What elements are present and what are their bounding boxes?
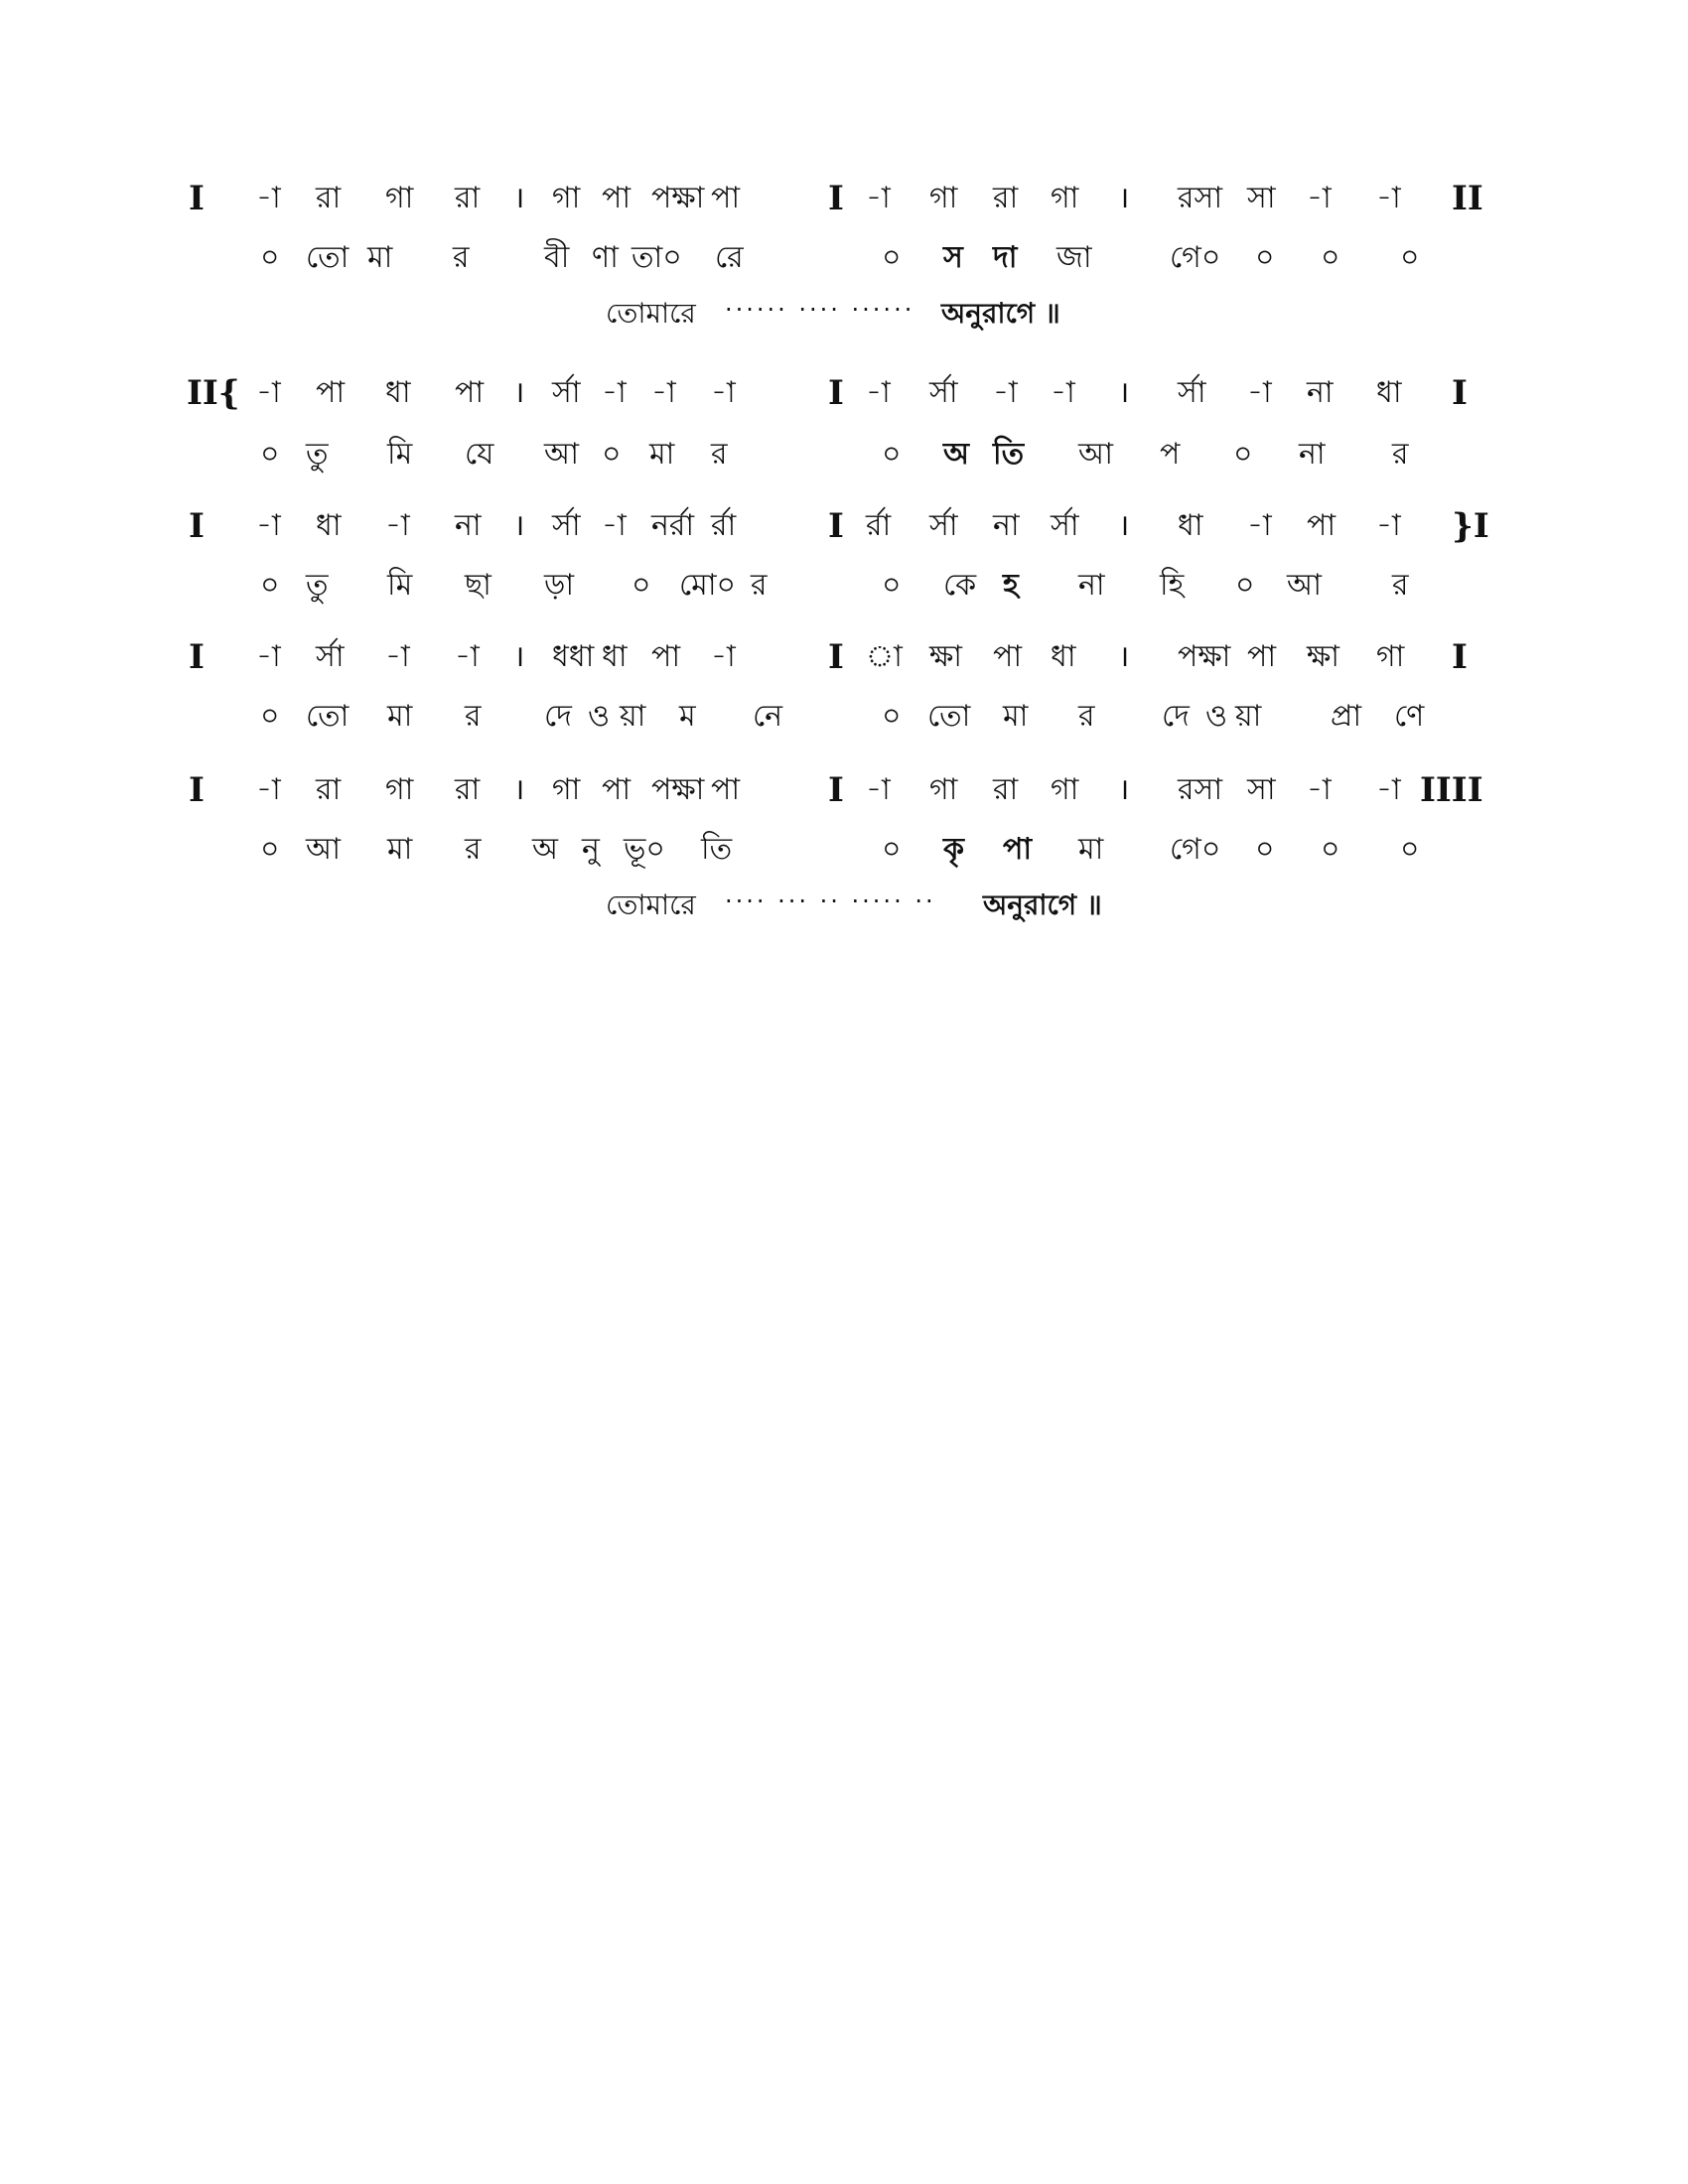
note: গা (929, 772, 958, 807)
syllable: গে০ (1170, 832, 1221, 867)
syllable: র (711, 437, 728, 472)
bar-line: । (1118, 181, 1130, 215)
note: পা (711, 772, 741, 807)
note: া (866, 639, 903, 674)
syllable: ০ (1321, 832, 1340, 867)
syllable: আ (1287, 568, 1322, 603)
note: -া (866, 375, 891, 410)
note: -া (1307, 772, 1332, 807)
syllable: মি (387, 568, 413, 603)
note: পা (1247, 639, 1277, 674)
syllable: ০ (1233, 437, 1253, 472)
syllable: র (1392, 568, 1409, 603)
bar-line: I (189, 770, 205, 810)
syllable: ও (1205, 699, 1228, 734)
syllable: র (453, 240, 470, 275)
note: -া (256, 639, 281, 674)
syllable: আ (306, 832, 341, 867)
note: -া (385, 508, 410, 543)
refrain-end: অনুরাগে ॥ (941, 297, 1060, 330)
lyric-row (0, 564, 1688, 614)
syllable: ০ (260, 832, 280, 867)
note: ধা (1376, 375, 1402, 410)
syllable: কে (943, 568, 977, 603)
syllable: য়া (1235, 699, 1262, 734)
notation-row (0, 371, 1688, 421)
syllable: ভূ০ (624, 832, 665, 867)
note: পক্ষা (651, 181, 705, 215)
note: সা (1247, 772, 1276, 807)
note: রা (993, 181, 1019, 215)
note: -া (711, 375, 736, 410)
note: গা (385, 181, 414, 215)
syllable: হ (1003, 568, 1019, 603)
syllable: ০ (1400, 832, 1420, 867)
syllable: কৃ (943, 832, 964, 867)
note: -া (1247, 508, 1272, 543)
note: রা (455, 181, 481, 215)
syllable: ড়া (544, 568, 575, 603)
syllable: দে (1162, 699, 1190, 734)
note: পা (1307, 508, 1336, 543)
syllable: ০ (260, 240, 280, 275)
syllable: যে (465, 437, 494, 472)
notation-row (0, 768, 1688, 818)
note: র্সা (929, 508, 958, 543)
note: পা (651, 639, 681, 674)
bar-line: । (513, 375, 525, 410)
note: না (1307, 375, 1334, 410)
syllable: ০ (882, 832, 902, 867)
syllable: মা (1003, 699, 1029, 734)
bar-line: । (513, 181, 525, 215)
note: না (993, 508, 1020, 543)
note: গা (552, 181, 581, 215)
note: পক্ষা (1178, 639, 1231, 674)
syllable: ০ (882, 240, 902, 275)
syllable: প্রা (1331, 699, 1362, 734)
note: -া (256, 181, 281, 215)
syllable: দে (544, 699, 572, 734)
syllable: নে (753, 699, 783, 734)
note: গা (1051, 772, 1079, 807)
note: -া (651, 375, 676, 410)
note: র্সা (929, 375, 958, 410)
syllable: আ (1078, 437, 1113, 472)
syllable: তো (306, 240, 350, 275)
bar-line: I (1452, 637, 1468, 677)
bar-line: I (189, 637, 205, 677)
bar-line: । (513, 508, 525, 543)
syllable: মা (649, 437, 675, 472)
syllable: ম (679, 699, 696, 734)
note: রসা (1178, 772, 1223, 807)
note: -া (455, 639, 480, 674)
note: ধা (385, 375, 411, 410)
note: রা (316, 181, 342, 215)
syllable: ণে (1394, 699, 1425, 734)
bar-line: । (513, 639, 525, 674)
syllable: মি (387, 437, 413, 472)
note: রা (455, 772, 481, 807)
note: -া (256, 375, 281, 410)
syllable: ণা (592, 240, 619, 275)
note: পা (316, 375, 346, 410)
lyric-row (0, 236, 1688, 286)
note: রা (316, 772, 342, 807)
bar-line: II{ (187, 373, 240, 413)
syllable: র (465, 832, 482, 867)
syllable: ০ (1400, 240, 1420, 275)
note: পা (455, 375, 485, 410)
note: পা (993, 639, 1023, 674)
syllable: মা (367, 240, 393, 275)
note: ধা (1051, 639, 1076, 674)
note: সা (1247, 181, 1276, 215)
syllable: মো০ (679, 568, 737, 603)
syllable: মা (387, 832, 413, 867)
syllable: তো (306, 699, 350, 734)
note: পা (602, 772, 632, 807)
syllable: র (465, 699, 482, 734)
note: র্সা (316, 639, 345, 674)
syllable: আ (544, 437, 579, 472)
syllable: ০ (260, 437, 280, 472)
note: -া (385, 639, 410, 674)
syllable: নু (582, 832, 600, 867)
syllable: বী (544, 240, 570, 275)
syllable: তা০ (632, 240, 682, 275)
note: -া (993, 375, 1018, 410)
notation-row (0, 177, 1688, 226)
syllable: ০ (1255, 832, 1275, 867)
note: -া (1051, 375, 1075, 410)
note: -া (256, 772, 281, 807)
notation-row (0, 635, 1688, 685)
note: -া (256, 508, 281, 543)
note: পক্ষা (651, 772, 705, 807)
note: -া (866, 772, 891, 807)
syllable: অ (943, 437, 969, 472)
bar-line: I (189, 179, 205, 218)
note: র্সা (552, 508, 581, 543)
syllable: স (943, 240, 963, 275)
bar-line: }I (1452, 506, 1489, 546)
syllable: প (1160, 437, 1181, 472)
note: ক্ষা (1307, 639, 1340, 674)
note: -া (711, 639, 736, 674)
syllable: ০ (260, 568, 280, 603)
note: ধধা (552, 639, 595, 674)
note: -া (1376, 181, 1401, 215)
syllable: তি (701, 832, 733, 867)
note: গা (552, 772, 581, 807)
syllable: না (1299, 437, 1326, 472)
syllable: তি (993, 437, 1025, 472)
note: গা (385, 772, 414, 807)
note: র্রা (711, 508, 737, 543)
note: -া (1376, 508, 1401, 543)
bar-line: IIII (1420, 770, 1483, 810)
note: গা (929, 181, 958, 215)
refrain-start: তোমারে (606, 297, 696, 330)
bar-line: I (828, 506, 844, 546)
refrain-line (0, 886, 1688, 935)
note: পা (711, 181, 741, 215)
syllable: রে (715, 240, 744, 275)
note: ক্ষা (929, 639, 963, 674)
bar-line: I (189, 506, 205, 546)
syllable: মা (387, 699, 413, 734)
note: না (455, 508, 482, 543)
bar-line: I (828, 373, 844, 413)
note: রা (993, 772, 1019, 807)
bar-line: । (1118, 772, 1130, 807)
syllable: ০ (602, 437, 622, 472)
syllable: তো (927, 699, 971, 734)
note: পা (602, 181, 632, 215)
note: -া (602, 508, 627, 543)
note: র্সা (552, 375, 581, 410)
syllable: ০ (260, 699, 280, 734)
note: গা (1376, 639, 1405, 674)
syllable: জা (1056, 240, 1092, 275)
bar-line: I (828, 637, 844, 677)
syllable: ও (588, 699, 611, 734)
bar-line: । (513, 772, 525, 807)
refrain-ellipsis: ···· ··· ·· ····· ·· (725, 887, 936, 915)
syllable: ০ (882, 437, 902, 472)
bar-line: I (828, 770, 844, 810)
note: -া (1307, 181, 1332, 215)
syllable: ০ (882, 568, 902, 603)
note: র্সা (1178, 375, 1206, 410)
note: গা (1051, 181, 1079, 215)
note: -া (602, 375, 627, 410)
syllable: ০ (1321, 240, 1340, 275)
syllable: অ (532, 832, 558, 867)
bar-line: । (1118, 375, 1130, 410)
note: -া (1247, 375, 1272, 410)
note: নর্রা (651, 508, 695, 543)
syllable: য়া (620, 699, 646, 734)
syllable: দা (993, 240, 1018, 275)
refrain-start: তোমারে (606, 888, 696, 921)
syllable: গে০ (1170, 240, 1221, 275)
syllable: ০ (632, 568, 651, 603)
note: র্সা (1051, 508, 1079, 543)
syllable: ০ (882, 699, 902, 734)
refrain-line (0, 294, 1688, 343)
syllable: পা (1003, 832, 1033, 867)
lyric-row (0, 828, 1688, 878)
bar-line: । (1118, 508, 1130, 543)
note: ধা (1178, 508, 1203, 543)
syllable: ছা (465, 568, 492, 603)
bar-line: । (1118, 639, 1130, 674)
note: -া (866, 181, 891, 215)
note: ধা (602, 639, 628, 674)
bar-line: I (828, 179, 844, 218)
lyric-row (0, 433, 1688, 482)
syllable: তু (306, 568, 329, 603)
note: রসা (1178, 181, 1223, 215)
syllable: হি (1160, 568, 1185, 603)
syllable: র (1392, 437, 1409, 472)
syllable: ০ (1235, 568, 1255, 603)
lyric-row (0, 695, 1688, 745)
syllable: না (1078, 568, 1105, 603)
syllable: তু (306, 437, 329, 472)
syllable: ০ (1255, 240, 1275, 275)
note: ধা (316, 508, 342, 543)
note: -া (1376, 772, 1401, 807)
syllable: র (751, 568, 768, 603)
notation-row (0, 504, 1688, 554)
refrain-end: অনুরাগে ॥ (983, 888, 1102, 921)
refrain-ellipsis: ······ ···· ······ (725, 296, 915, 324)
bar-line: II (1452, 179, 1483, 218)
bar-line: I (1452, 373, 1468, 413)
note: র্রা (866, 508, 892, 543)
syllable: র (1078, 699, 1095, 734)
syllable: মা (1078, 832, 1104, 867)
